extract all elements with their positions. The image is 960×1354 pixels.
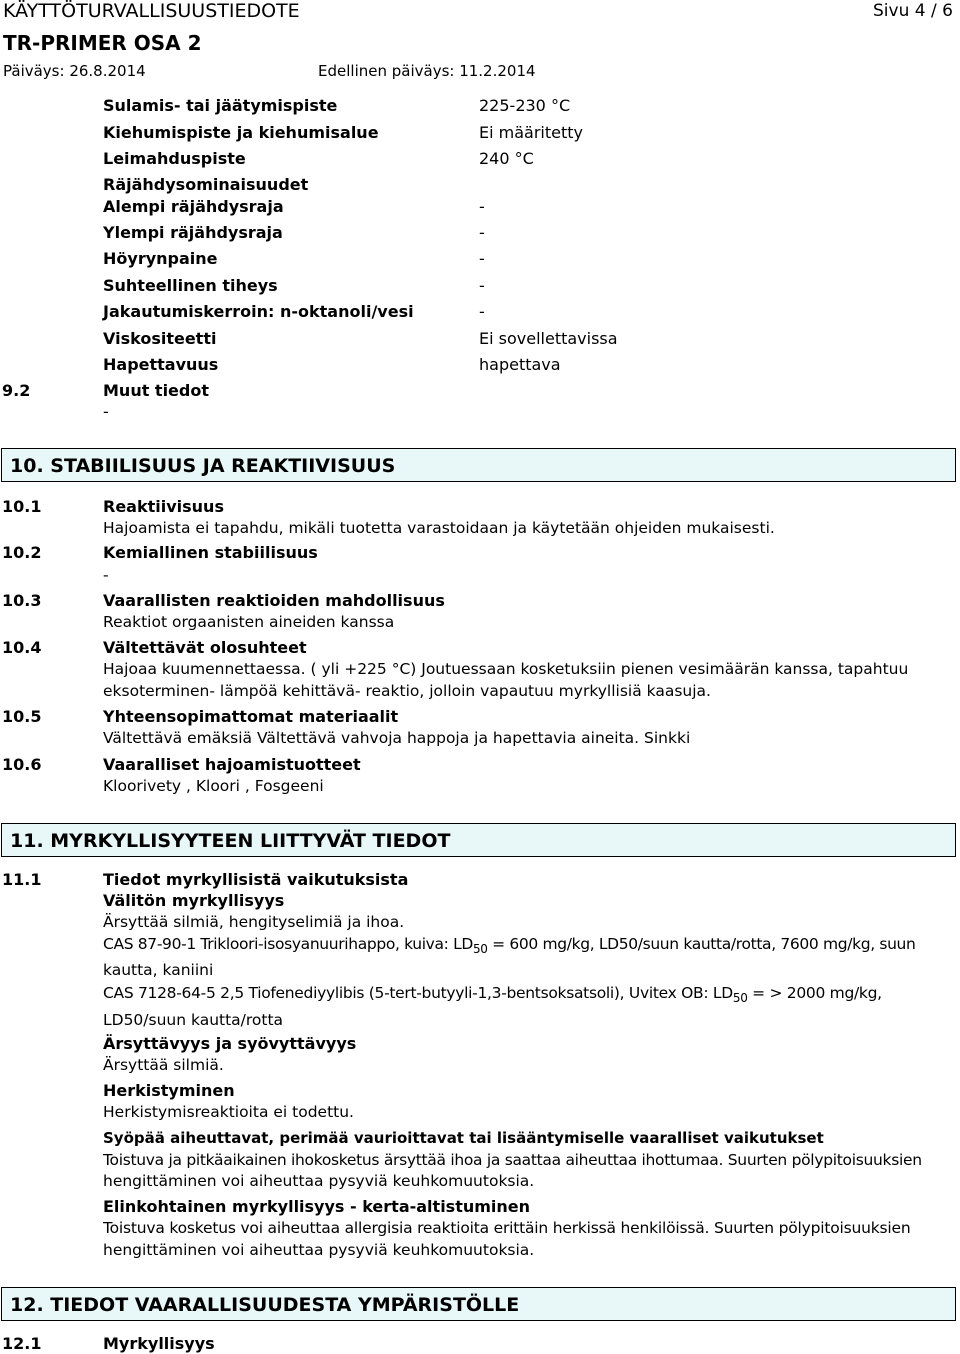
section-title: Muut tiedot [103,381,209,400]
section-number: 10.1 [2,497,42,516]
section-text: Toistuva ja pitkäaikainen ihokosketus ärsyttää ihoa ja saattaa aiheuttaa ihottumaa. Suurten pölypitoisuuksien [103,1151,922,1169]
section-title: Yhteensopimattomat materiaalit [103,707,399,726]
section-text: Kloorivety , Kloori , Fosgeeni [103,777,324,795]
property-label: Leimahduspiste [103,149,246,168]
property-label: Jakautumiskerroin: n-oktanoli/vesi [103,302,414,321]
section-title: Tiedot myrkyllisistä vaikutuksista [103,870,409,889]
property-label: Kiehumispiste ja kiehumisalue [103,123,379,142]
section-10-heading: 10. STABIILISUUS JA REAKTIIVISUUS [1,448,956,482]
property-value: - [479,223,485,242]
section-number: 10.3 [2,591,42,610]
section-title: Vaarallisten reaktioiden mahdollisuus [103,591,445,610]
subsection-title: Herkistyminen [103,1081,235,1100]
section-text: - [103,566,109,584]
property-value: 225-230 °C [479,96,571,115]
section-number: 10.4 [2,638,42,657]
property-value: - [479,276,485,295]
subsection-title: Elinkohtainen myrkyllisyys - kerta-altistuminen [103,1197,531,1216]
property-value: - [479,249,485,268]
section-text: Ärsyttää silmiä. [103,1056,224,1074]
document-title: KÄYTTÖTURVALLISUUSTIEDOTE [3,0,300,22]
section-number: 12.1 [2,1334,42,1353]
property-label: Alempi räjähdysraja [103,197,284,216]
section-12-heading: 12. TIEDOT VAARALLISUUDESTA YMPÄRISTÖLLE [1,1287,956,1321]
property-value: - [479,302,485,321]
section-number: 10.2 [2,543,42,562]
section-title: Myrkyllisyys [103,1334,215,1353]
section-text: Toistuva kosketus voi aiheuttaa allergisia reaktioita erittäin herkissä henkilöissä. Suurten pölypitoisuuksien [103,1219,911,1237]
subsection-title: Syöpää aiheuttavat, perimää vaurioittavat tai lisääntymiselle vaaralliset vaikutukset [103,1129,824,1147]
section-text: Reaktiot orgaanisten aineiden kanssa [103,613,395,631]
section-11-heading: 11. MYRKYLLISYYTEEN LIITTYVÄT TIEDOT [1,823,956,857]
property-value: hapettava [479,355,561,374]
property-label: Ylempi räjähdysraja [103,223,283,242]
property-label: Räjähdysominaisuudet [103,175,309,194]
section-text: eksoterminen- lämpöä kehittävä- reaktio, jolloin vapautuu myrkyllisiä kaasuja. [103,682,711,700]
section-text: hengittäminen voi aiheuttaa pysyviä keuhkomuutoksia. [103,1172,535,1190]
page-number: Sivu 4 / 6 [873,1,953,21]
section-text: Vältettävä emäksiä Vältettävä vahvoja happoja ja hapettavia aineita. Sinkki [103,729,691,747]
section-text: - [103,402,109,421]
section-number: 10.5 [2,707,42,726]
property-label: Höyrynpaine [103,249,218,268]
property-label: Viskositeetti [103,329,217,348]
section-title: Vaaralliset hajoamistuotteet [103,755,361,774]
section-text: Hajoamista ei tapahdu, mikäli tuotetta varastoidaan ja käytetään ohjeiden mukaisesti. [103,519,775,537]
section-text: hengittäminen voi aiheuttaa pysyviä keuhkomuutoksia. [103,1241,535,1259]
section-title: Vältettävät olosuhteet [103,638,307,657]
cas-entry-2: CAS 7128-64-5 2,5 Tiofenediyylibis (5-tert-butyyli-1,3-bentsoksatsoli), Uvitex OB: $LD_{50}$ = > 2000 mg/kg, [103,984,882,1005]
property-label: Hapettavuus [103,355,219,374]
property-label: Sulamis- tai jäätymispiste [103,96,338,115]
cas-entry-1: CAS 87-90-1 Trikloori-isosyanuurihappo, kuiva: $LD_{50} = 600$ mg/kg, LD50/suun kautta/rotta, 7600 mg/kg, suun [103,935,916,956]
section-text: LD50/suun kautta/rotta [103,1011,284,1029]
section-number: 9.2 [2,381,31,400]
subsection-title: Ärsyttävyys ja syövyttävyys [103,1034,357,1053]
property-value: Ei määritetty [479,123,583,142]
product-name: TR-PRIMER OSA 2 [3,31,202,55]
section-title: Kemiallinen stabiilisuus [103,543,318,562]
section-text: Hajoaa kuumennettaessa. ( yli +225 °C) Joutuessaan kosketuksiin pienen vesimäärän kanssa, tapahtuu [103,660,909,678]
property-value: 240 °C [479,149,534,168]
property-value: Ei sovellettavissa [479,329,618,348]
revision-date: Päiväys: 26.8.2014 [3,62,146,80]
section-text: Herkistymisreaktioita ei todettu. [103,1103,354,1121]
section-number: 10.6 [2,755,42,774]
section-title: Reaktiivisuus [103,497,224,516]
section-text: kautta, kaniini [103,961,214,979]
property-label: Suhteellinen tiheys [103,276,278,295]
property-value: - [479,197,485,216]
previous-date: Edellinen päiväys: 11.2.2014 [318,62,536,80]
section-number: 11.1 [2,870,42,889]
subsection-title: Välitön myrkyllisyys [103,891,285,910]
section-text: Ärsyttää silmiä, hengityselimiä ja ihoa. [103,913,405,931]
